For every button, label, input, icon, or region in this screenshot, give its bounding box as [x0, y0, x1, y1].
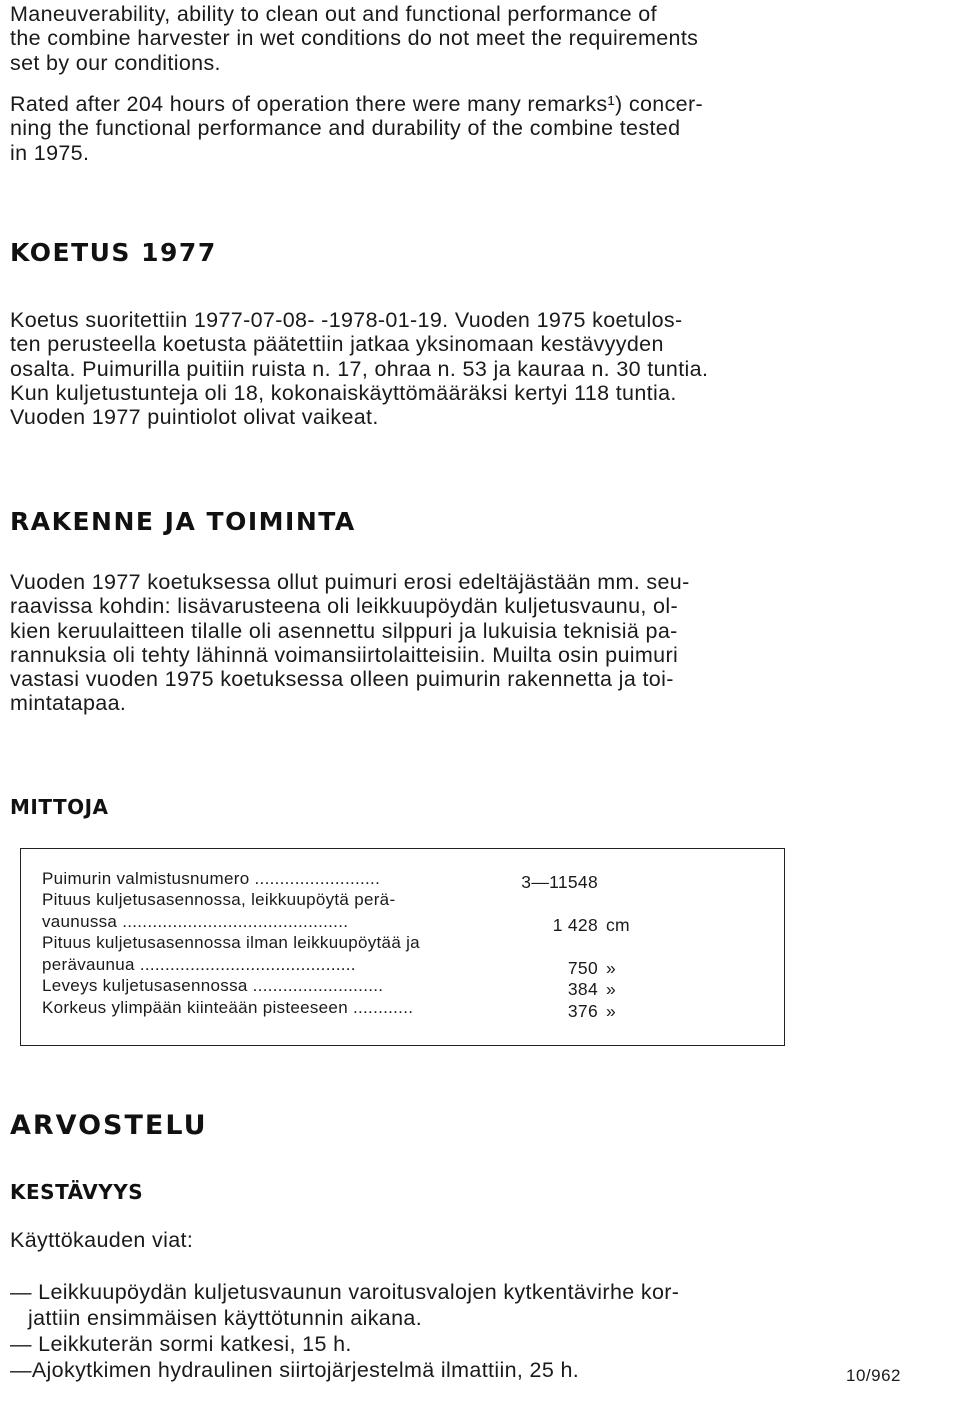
- row-label: vaunussa: [42, 912, 118, 931]
- koetus-line: ten perusteella koetusta päätettiin jatkaa yksinomaan kestävyyden: [10, 332, 664, 357]
- value-number: 1 428: [552, 915, 598, 935]
- row-label: Pituus kuljetusasennossa, leikkuupöytä perä-: [42, 890, 396, 909]
- fault-item: — Leikkuterän sormi katkesi, 15 h.: [10, 1332, 352, 1356]
- value-unit: »: [606, 979, 617, 999]
- koetus-line: Vuoden 1977 puintiolot olivat vaikeat.: [10, 405, 379, 430]
- intro-line: the combine harvester in wet conditions do not meet the requirements: [10, 26, 699, 51]
- dot-leader: ............: [347, 998, 414, 1017]
- kestavyys-heading: KESTÄVYYS: [10, 1180, 144, 1204]
- table-row: [42, 976, 547, 996]
- value-number: 750: [567, 958, 598, 978]
- dot-leader: .............................................: [117, 912, 349, 931]
- koetus-paragraph: [10, 308, 792, 429]
- rakenne-line: kien keruulaitteen tilalle oli asennettu silppuri ja lukuisia teknisiä pa-: [10, 618, 678, 643]
- intro-line: Maneuverability, ability to clean out and functional performance of: [10, 2, 657, 26]
- table-row: [42, 912, 547, 932]
- rated-line: in 1975.: [10, 140, 90, 165]
- koetus-line: osalta. Puimurilla puitiin ruista n. 17, ohraa n. 53 ja kauraa n. 30 tuntia.: [10, 356, 709, 381]
- row-label: Pituus kuljetusasennossa ilman leikkuupöytää ja: [42, 933, 420, 952]
- table-row: [42, 890, 547, 910]
- value-unit: »: [606, 958, 617, 978]
- dimensions-table: [20, 848, 785, 1046]
- page-number: 10/962: [846, 1366, 901, 1385]
- row-label: perävaunua: [42, 955, 135, 974]
- value-number: 376: [567, 1001, 598, 1021]
- faults-intro: Käyttökauden viat:: [10, 1228, 194, 1252]
- intro-paragraph: [10, 2, 792, 75]
- value-number: 384: [567, 979, 598, 999]
- dot-leader: .........................: [249, 869, 381, 888]
- rakenne-line: raavissa kohdin: lisävarusteena oli leikkuupöydän kuljetusvaunu, ol-: [10, 594, 678, 619]
- mittoja-heading: MITTOJA: [10, 795, 109, 819]
- rakenne-line: rannuksia oli tehty lähinnä voimansiirtolaitteisiin. Muilta osin puimuri: [10, 642, 679, 667]
- fault-item-continuation: jattiin ensimmäisen käyttötunnin aikana.: [28, 1306, 423, 1330]
- fault-item: — Leikkuupöydän kuljetusvaunun varoitusvalojen kytkentävirhe kor-: [10, 1280, 680, 1304]
- row-value: [508, 872, 606, 892]
- table-row: [42, 998, 547, 1018]
- row-value: [508, 915, 630, 935]
- intro-line: set by our conditions.: [10, 50, 221, 75]
- rakenne-line: Vuoden 1977 koetuksessa ollut puimuri erosi edeltäjästään mm. seu-: [10, 570, 690, 594]
- arvostelu-heading: ARVOSTELU: [10, 1110, 208, 1141]
- row-label: Leveys kuljetusasennossa: [42, 976, 248, 995]
- dot-leader: ...........................................: [134, 955, 356, 974]
- rated-line: Rated after 204 hours of operation there were many remarks¹) concer-: [10, 92, 703, 116]
- koetus-heading: KOETUS 1977: [10, 238, 217, 267]
- koetus-line: Kun kuljetustunteja oli 18, kokonaiskäyttömääräksi kertyi 118 tuntia.: [10, 380, 677, 405]
- koetus-line: Koetus suoritettiin 1977-07-08- -1978-01-19. Vuoden 1975 koetulos-: [10, 308, 683, 332]
- dot-leader: ..........................: [247, 976, 384, 995]
- row-value: [508, 958, 616, 978]
- row-label: Puimurin valmistusnumero: [42, 869, 250, 888]
- table-row: [42, 955, 547, 975]
- value-unit: cm: [606, 915, 630, 935]
- row-value: [508, 979, 616, 999]
- rakenne-line: mintatapaa.: [10, 691, 127, 716]
- row-value: [508, 1001, 616, 1021]
- table-row: [42, 933, 547, 953]
- value-number: 3—11548: [521, 872, 598, 892]
- table-row: [42, 869, 547, 889]
- rakenne-heading: RAKENNE JA TOIMINTA: [10, 507, 356, 536]
- fault-item: —Ajokytkimen hydraulinen siirtojärjestelmä ilmattiin, 25 h.: [10, 1358, 580, 1382]
- row-label: Korkeus ylimpään kiinteään pisteeseen: [42, 998, 348, 1017]
- rakenne-paragraph: [10, 570, 792, 716]
- rakenne-line: vastasi vuoden 1975 koetuksessa olleen puimurin rakennetta ja toi-: [10, 667, 674, 692]
- rated-line: ning the functional performance and durability of the combine tested: [10, 116, 681, 141]
- value-unit: »: [606, 1001, 617, 1021]
- rated-paragraph: [10, 92, 792, 165]
